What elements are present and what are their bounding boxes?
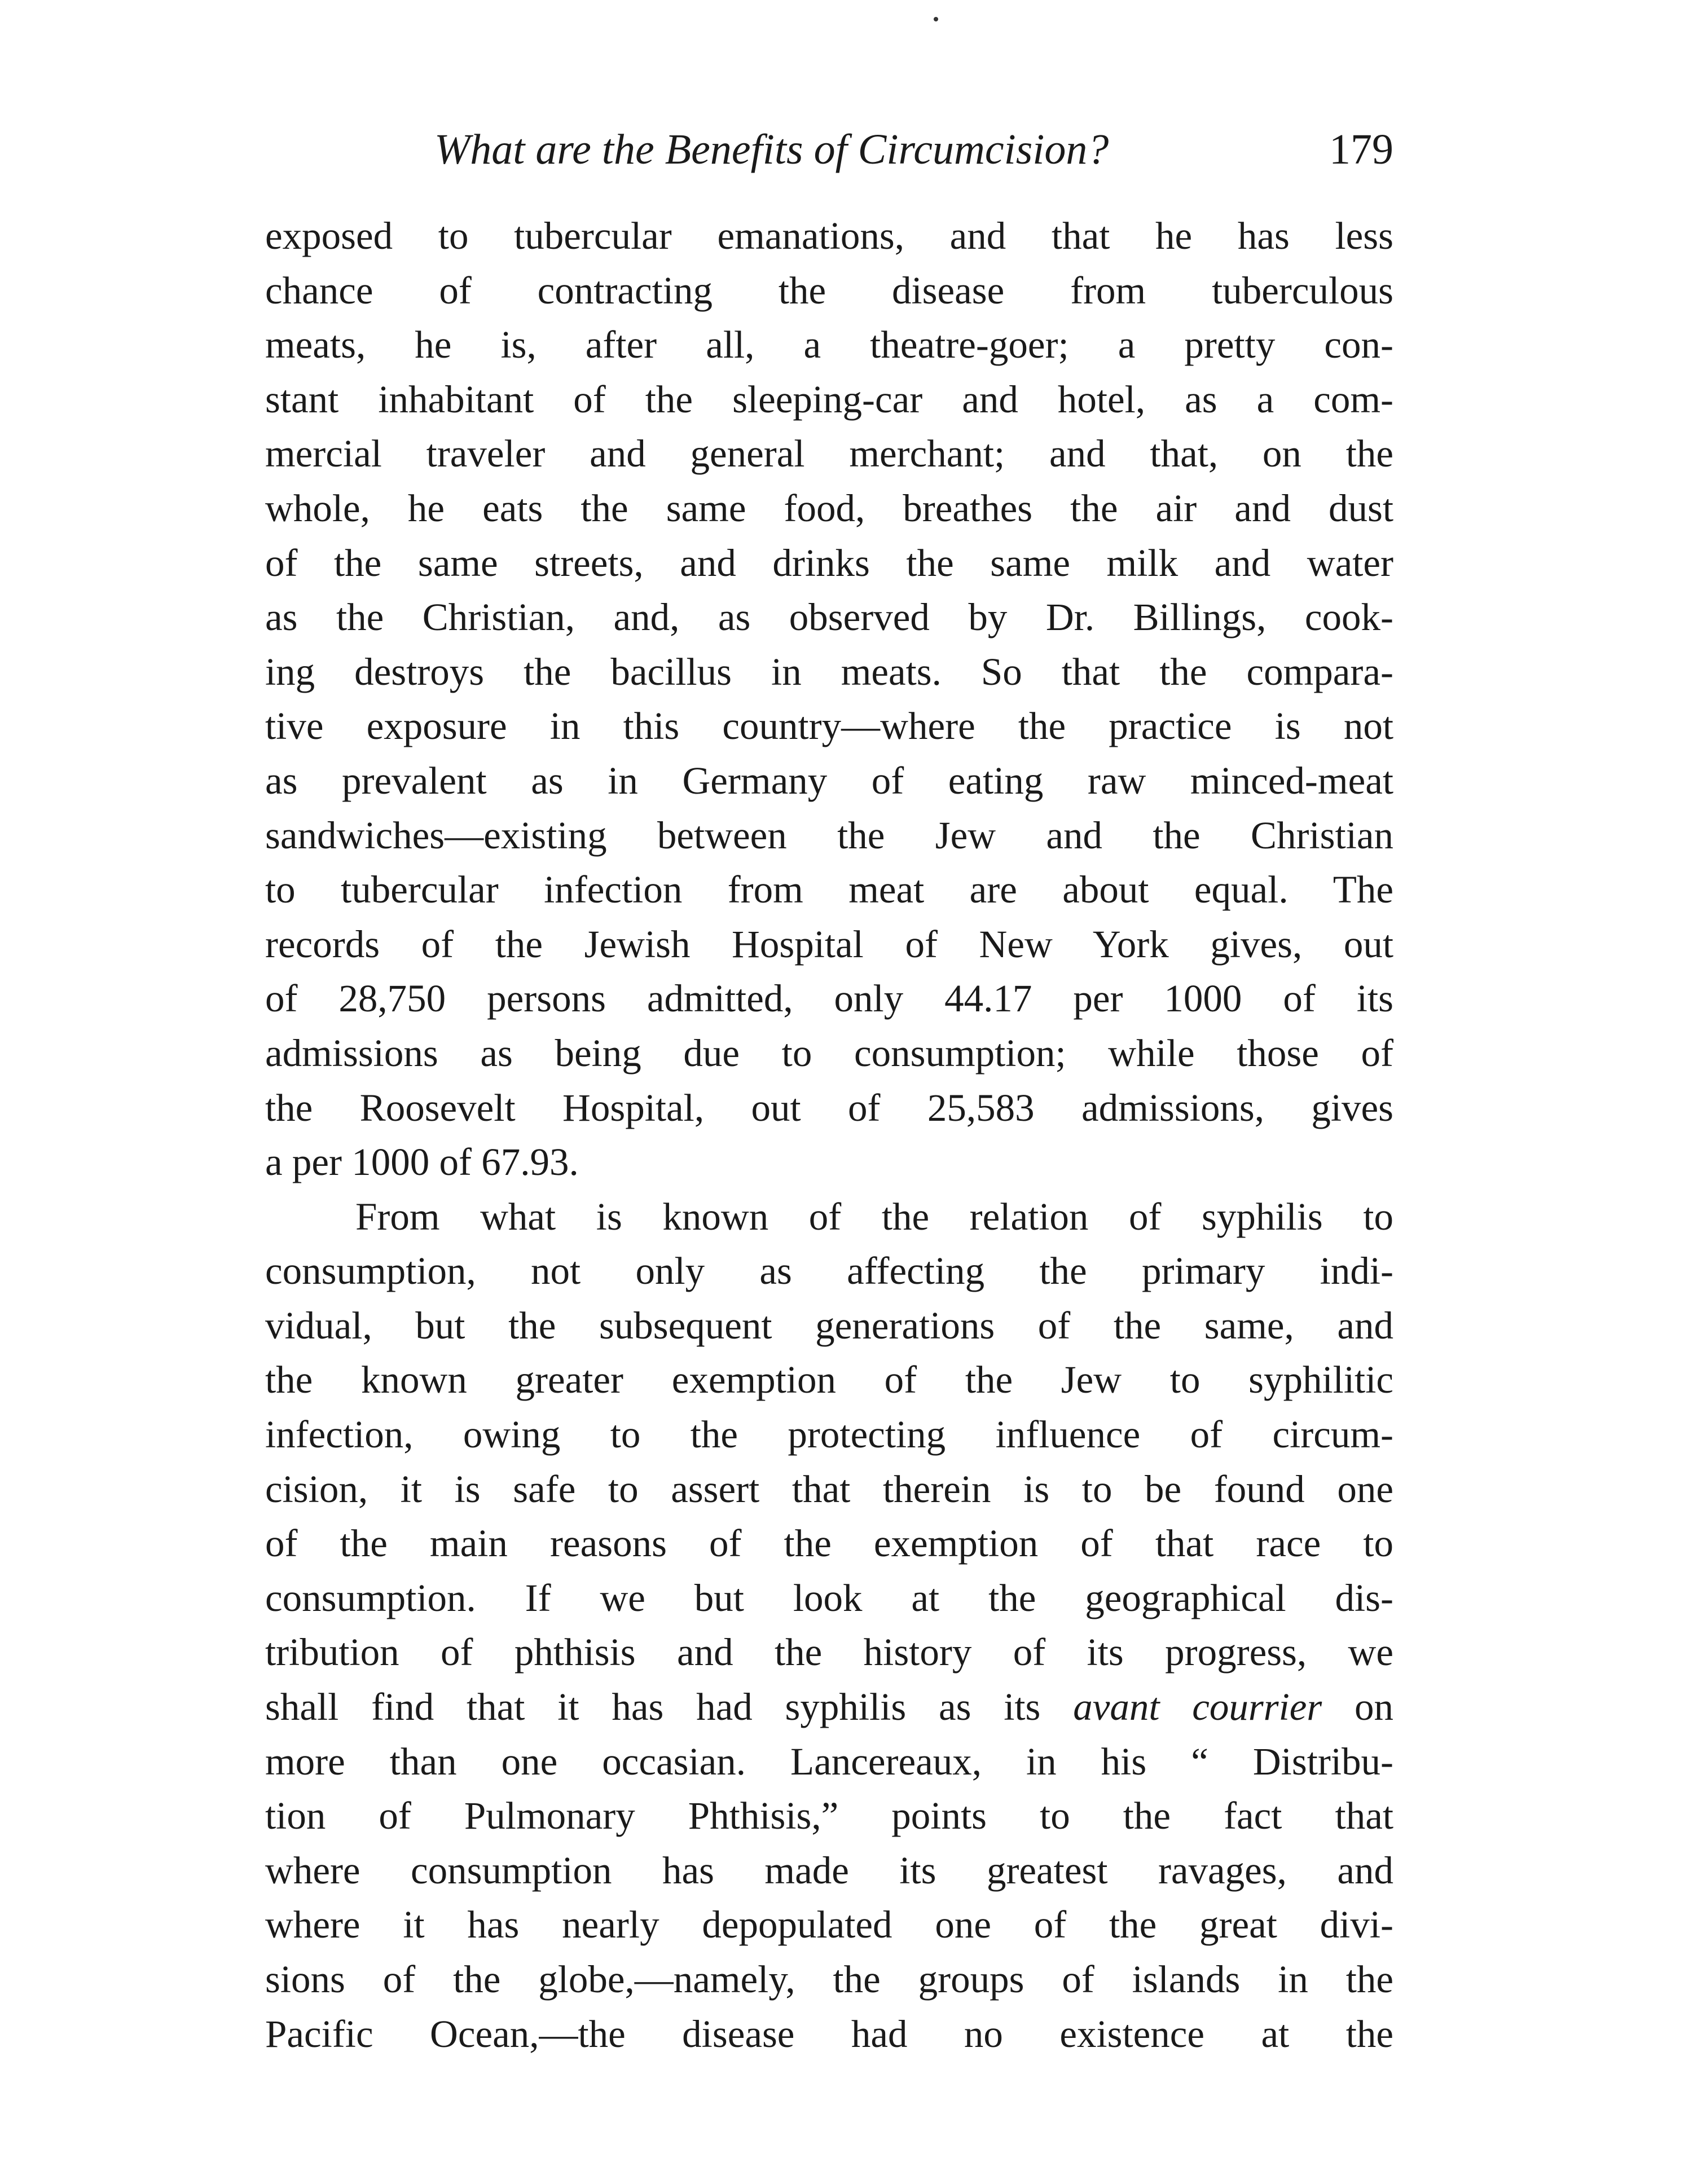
- text-line: meats, he is, after all, a theatre-goer; a pretty con-: [265, 323, 1393, 367]
- text-line: chance of contracting the disease from tuberculous: [265, 268, 1393, 312]
- text-line: consumption, not only as affecting the primary indi-: [265, 1249, 1393, 1293]
- body-text: [265, 209, 1393, 2061]
- text-line: infection, owing to the protecting influence of circum-: [265, 1413, 1393, 1456]
- ink-speck: [934, 17, 938, 21]
- text-line: of 28,750 persons admitted, only 44.17 per 1000 of its: [265, 977, 1393, 1020]
- text-line: cision, it is safe to assert that therein is to be found one: [265, 1467, 1393, 1511]
- text-line: whole, he eats the same food, breathes the air and dust: [265, 486, 1393, 530]
- text-line: more than one occasian. Lancereaux, in his “ Distribu-: [265, 1740, 1393, 1783]
- text-line: admissions as being due to consumption; while those of: [265, 1031, 1393, 1075]
- paragraph-1: [265, 209, 1393, 1190]
- text-line: exposed to tubercular emanations, and that he has less: [265, 214, 1393, 257]
- text-line: sions of the globe,—namely, the groups of islands in the: [265, 1958, 1393, 2001]
- text-line: Pacific Ocean,—the disease had no existence at the: [265, 2012, 1393, 2055]
- running-title: What are the Benefits of Circumcision?: [434, 126, 1109, 173]
- text-line: records of the Jewish Hospital of New York gives, out: [265, 922, 1393, 966]
- text-line: sandwiches—existing between the Jew and the Christian: [265, 813, 1393, 857]
- text-line: to tubercular infection from meat are about equal. The: [265, 868, 1393, 912]
- text-line: ing destroys the bacillus in meats. So that the compara-: [265, 650, 1393, 693]
- text-line-with-italic: [265, 1680, 1393, 1734]
- text-line: of the main reasons of the exemption of that race to: [265, 1522, 1393, 1565]
- text-line: as the Christian, and, as observed by Dr. Billings, cook-: [265, 596, 1393, 639]
- text-line: where it has nearly depopulated one of the great divi-: [265, 1903, 1393, 1947]
- text-line: where consumption has made its greatest ravages, and: [265, 1848, 1393, 1892]
- text-line: mercial traveler and general merchant; and that, on the: [265, 432, 1393, 475]
- text-line: tive exposure in this country—where the practice is not: [265, 704, 1393, 748]
- text-line: stant inhabitant of the sleeping-car and hotel, as a com-: [265, 377, 1393, 421]
- text-line: as prevalent as in Germany of eating raw minced-meat: [265, 759, 1393, 802]
- text-line: consumption. If we but look at the geographical dis-: [265, 1576, 1393, 1619]
- text-run: on: [1322, 1685, 1393, 1729]
- text-run: shall find that it has had syphilis as its: [265, 1685, 1074, 1729]
- text-line: of the same streets, and drinks the same milk and water: [265, 541, 1393, 584]
- text-line: tion of Pulmonary Phthisis,” points to the fact that: [265, 1794, 1393, 1838]
- text-line: a per 1000 of 67.93.: [265, 1141, 579, 1184]
- paragraph-2: [265, 1190, 1393, 2062]
- text-line: the Roosevelt Hospital, out of 25,583 admissions, gives: [265, 1086, 1393, 1129]
- page-number: 179: [1329, 126, 1393, 173]
- text-line: tribution of phthisis and the history of its progress, we: [265, 1631, 1393, 1674]
- text-line: vidual, but the subsequent generations of the same, and: [265, 1304, 1393, 1347]
- text-line: From what is known of the relation of syphilis to: [355, 1195, 1393, 1238]
- italic-phrase: avant courrier: [1073, 1685, 1322, 1729]
- running-head: [265, 116, 1393, 183]
- text-line: the known greater exemption of the Jew to syphilitic: [265, 1358, 1393, 1402]
